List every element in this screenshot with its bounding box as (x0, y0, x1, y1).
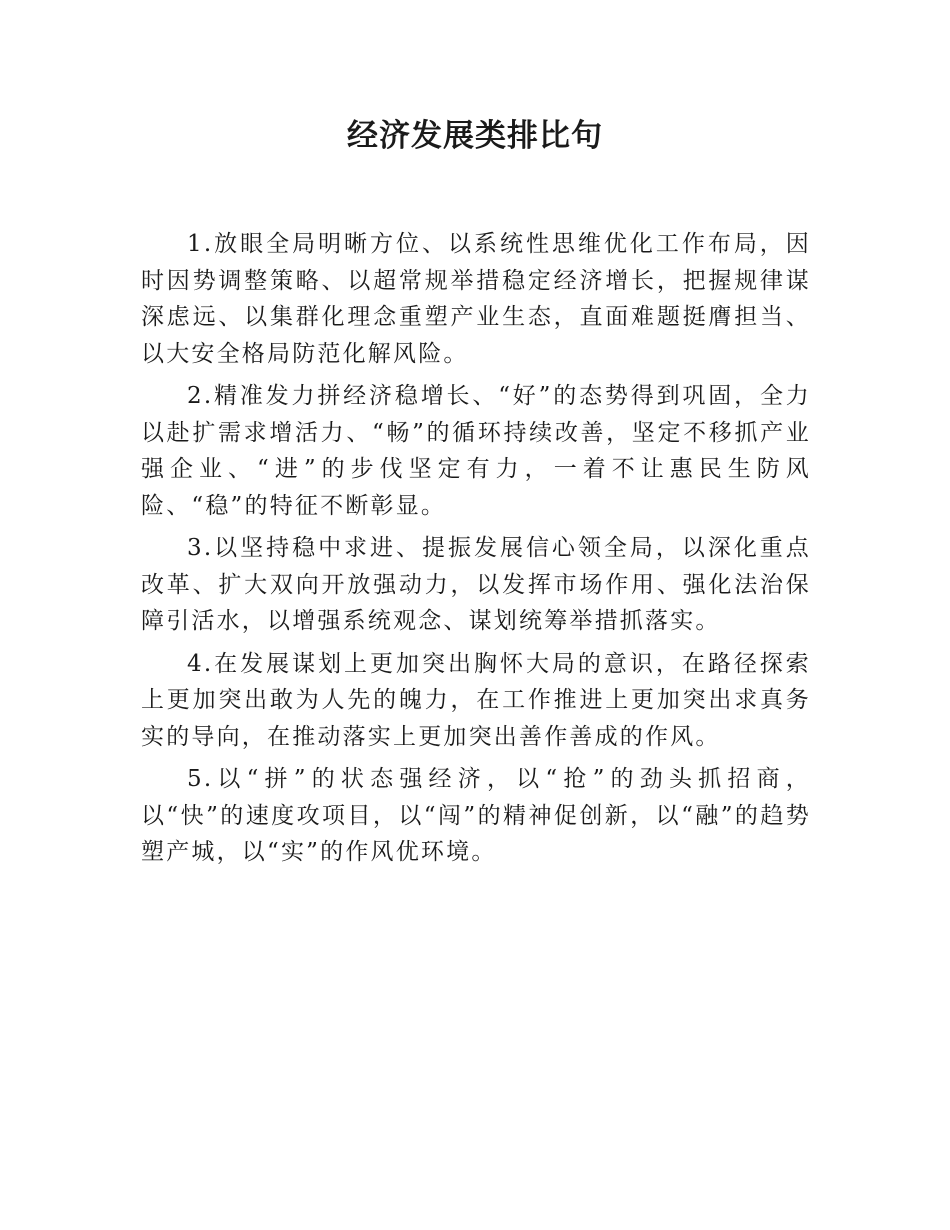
document-body (141, 226, 811, 877)
paragraph-5: 5.以“拼”的状态强经济，以“抢”的劲头抓招商，以“快”的速度攻项目，以“闯”的精神促创新，以“融”的趋势塑产城，以“实”的作风优环境。 (141, 766, 811, 865)
paragraph-1: 1.放眼全局明晰方位、以系统性思维优化工作布局，因时因势调整策略、以超常规举措稳定经济增长，把握规律谋深虑远、以集群化理念重塑产业生态，直面难题挺膺担当、以大安全格局防范化解风险。 (141, 231, 811, 367)
paragraph-3: 3.以坚持稳中求进、提振发展信心领全局，以深化重点改革、扩大双向开放强动力，以发挥市场作用、强化法治保障引活水，以增强系统观念、谋划统筹举措抓落实。 (141, 535, 811, 634)
document-title: 经济发展类排比句 (347, 118, 603, 154)
paragraph-2: 2.精准发力拼经济稳增长、“好”的态势得到巩固，全力以赴扩需求增活力、“畅”的循环持续改善，坚定不移抓产业强企业、“进”的步伐坚定有力，一着不让惠民生防风险、“稳”的特征不断彰显。 (141, 383, 811, 519)
paragraph-4: 4.在发展谋划上更加突出胸怀大局的意识，在路径探索上更加突出敢为人先的魄力，在工作推进上更加突出求真务实的导向，在推动落实上更加突出善作善成的作风。 (141, 650, 811, 750)
